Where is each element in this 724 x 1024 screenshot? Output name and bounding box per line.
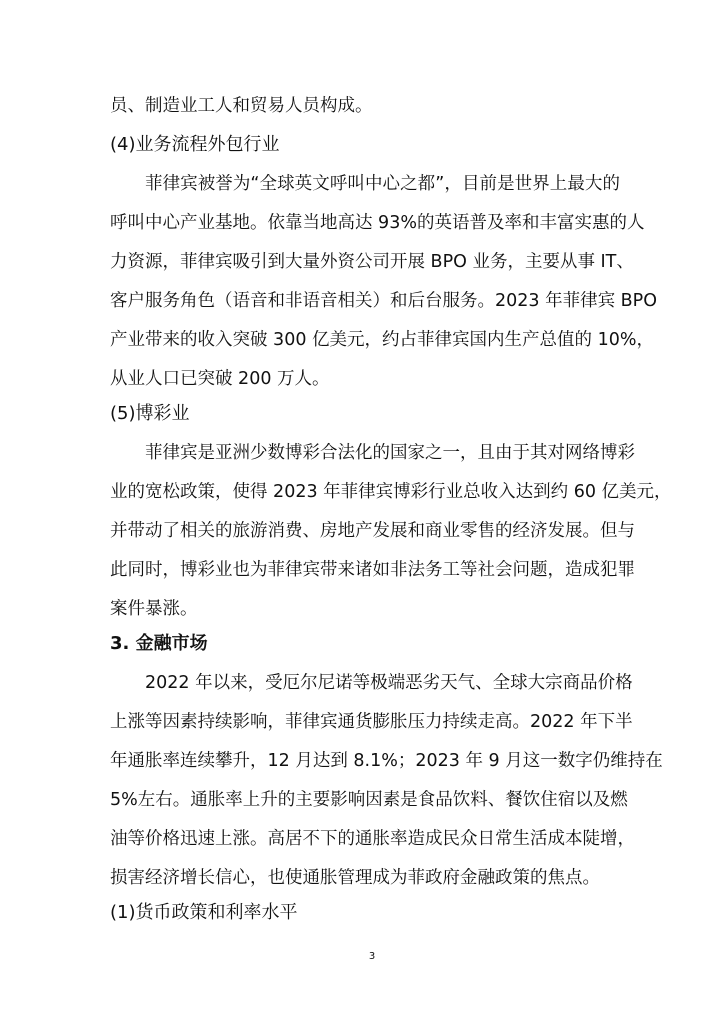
paragraph-line: 呼叫中心产业基地。依靠当地高达 93%的英语普及率和丰富实惠的人 xyxy=(110,213,645,233)
paragraph-line: 客户服务角色（语音和非语音相关）和后台服务。2023 年菲律宾 BPO xyxy=(110,291,657,311)
paragraph-line: 此同时，博彩业也为菲律宾带来诸如非法务工等社会问题，造成犯罪 xyxy=(110,560,635,580)
subheading-gaming: (5)博彩业 xyxy=(110,403,190,424)
paragraph-line: 力资源，菲律宾吸引到大量外资公司开展 BPO 业务，主要从事 IT、 xyxy=(110,252,634,272)
paragraph-line: 年通胀率连续攀升，12 月达到 8.1%；2023 年 9 月这一数字仍维持在 xyxy=(110,751,663,771)
paragraph-line: 损害经济增长信心，也使通胀管理成为菲政府金融政策的焦点。 xyxy=(110,868,600,888)
subheading-monetary-policy: (1)货币政策和利率水平 xyxy=(110,902,298,923)
paragraph-line: 油等价格迅速上涨。高居不下的通胀率造成民众日常生活成本陡增， xyxy=(110,829,635,849)
paragraph-line: 从业人口已突破 200 万人。 xyxy=(110,369,330,389)
paragraph-line: 菲律宾是亚洲少数博彩合法化的国家之一，且由于其对网络博彩 xyxy=(145,443,635,463)
paragraph-line: 业的宽松政策，使得 2023 年菲律宾博彩行业总收入达到约 60 亿美元， xyxy=(110,482,672,502)
section-heading-financial-market: 3. 金融市场 xyxy=(110,633,208,654)
paragraph-line: 2022 年以来，受厄尔尼诺等极端恶劣天气、全球大宗商品价格 xyxy=(145,673,633,693)
paragraph-line: 案件暴涨。 xyxy=(110,599,198,619)
paragraph-line: 上涨等因素持续影响，菲律宾通货膨胀压力持续走高。2022 年下半 xyxy=(110,712,633,732)
subheading-bpo: (4)业务流程外包行业 xyxy=(110,134,280,155)
paragraph-line: 员、制造业工人和贸易人员构成。 xyxy=(110,96,373,116)
paragraph-line: 并带动了相关的旅游消费、房地产发展和商业零售的经济发展。但与 xyxy=(110,521,635,541)
paragraph-line: 5%左右。通胀率上升的主要影响因素是食品饮料、餐饮住宿以及燃 xyxy=(110,790,628,810)
page-number: 3 xyxy=(368,951,376,962)
paragraph-line: 菲律宾被誉为“全球英文呼叫中心之都”，目前是世界上最大的 xyxy=(145,174,620,194)
paragraph-line: 产业带来的收入突破 300 亿美元，约占菲律宾国内生产总值的 10%， xyxy=(110,330,654,350)
